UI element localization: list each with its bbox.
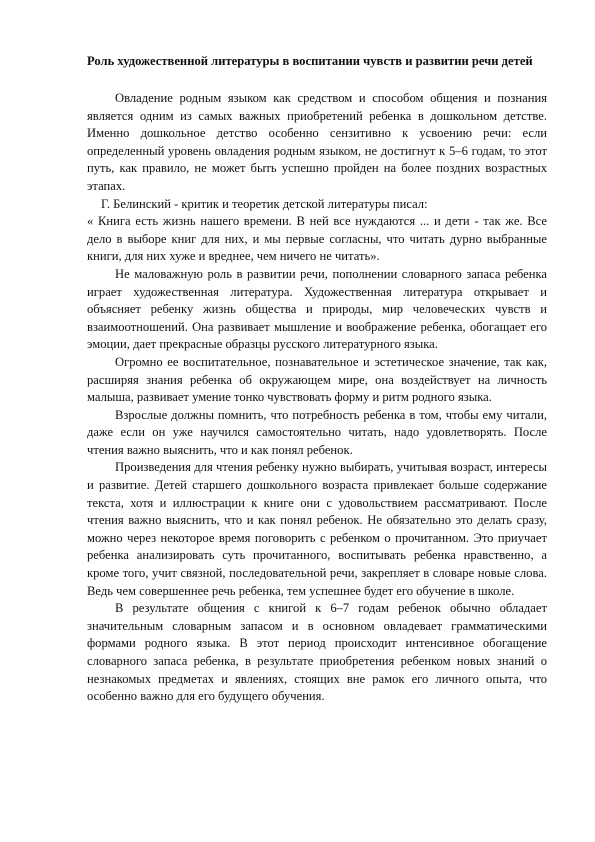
paragraph: Овладение родным языком как средством и способом общения и познания является одним из самых важных приобретений ребенка в дошкольном детстве. Именно дошкольное детство особенно сензитивно к усвоению речи: если определенный уровень овладения родным языком, не достигнут к 5–6 годам, то этот путь, как правило, не может быть успешно пройден на более поздних возрастных этапах. — [87, 91, 547, 193]
paragraph: Не маловажную роль в развитии речи, пополнении словарного запаса ребенка играет художественная литература. Художественная литература открывает и объясняет ребенку жизнь общества и природы, мир человеческих чувств и взаимоотношений. Она развивает мышление и воображение ребенка, обогащает его эмоции, дает прекрасные образцы русского литературного языка. — [87, 266, 547, 352]
paragraph: Произведения для чтения ребенку нужно выбирать, учитывая возраст, интересы и развитие. Детей старшего дошкольного возраста привлекает больше содержание текста, хотя и иллюстрации к книге они с удовольствием рассматривают. После чтения важно выяснить, что и как понял ребенок. Не обязательно это делать сразу, можно через некоторое время поговорить с ребенком о прочитанном. Это приучает ребенка анализировать суть прочитанного, воспитывать ребенка нравственно, а кроме того, учит связной, последовательной речи, закрепляет в словаре новые слова. Ведь чем совершеннее речь ребенка, тем успешнее будет его обучение в школе. — [87, 460, 547, 598]
paragraph: Огромно ее воспитательное, познавательное и эстетическое значение, так как, расширяя знания ребенка об окружающем мире, она воздействует на личность малыша, развивает умение тонко чувствовать форму и ритм родного языка. — [87, 354, 547, 405]
document-body — [87, 90, 547, 706]
document-title: Роль художественной литературы в воспитании чувств и развитии речи детей — [87, 54, 533, 68]
paragraph: Г. Белинский - критик и теоретик детской литературы писал: — [101, 196, 428, 211]
paragraph: В результате общения с книгой к 6–7 годам ребенок обычно обладает значительным словарным запасом и в основном овладевает грамматическими формами родного языка. В этот период происходит интенсивное обогащение словарного запаса ребенка, в результате приобретения ребенком новых знаний о незнакомых предметах и явлениях, стоящих вне рамок его личного опыта, что особенно важно для его будущего обучения. — [87, 601, 547, 704]
paragraph: Взрослые должны помнить, что потребность ребенка в том, чтобы ему читали, даже если он уже научился самостоятельно читать, надо удовлетворять. После чтения важно выяснить, что и как понял ребенок. — [87, 407, 547, 457]
quote-paragraph: « Книга есть жизнь нашего времени. В ней все нуждаются ... и дети - так же. Все дело в выборе книг для них, и мы первые согласны, что читать дурно выбранные книги, для них хуже и вреднее, чем ничего не читать». — [87, 214, 547, 264]
